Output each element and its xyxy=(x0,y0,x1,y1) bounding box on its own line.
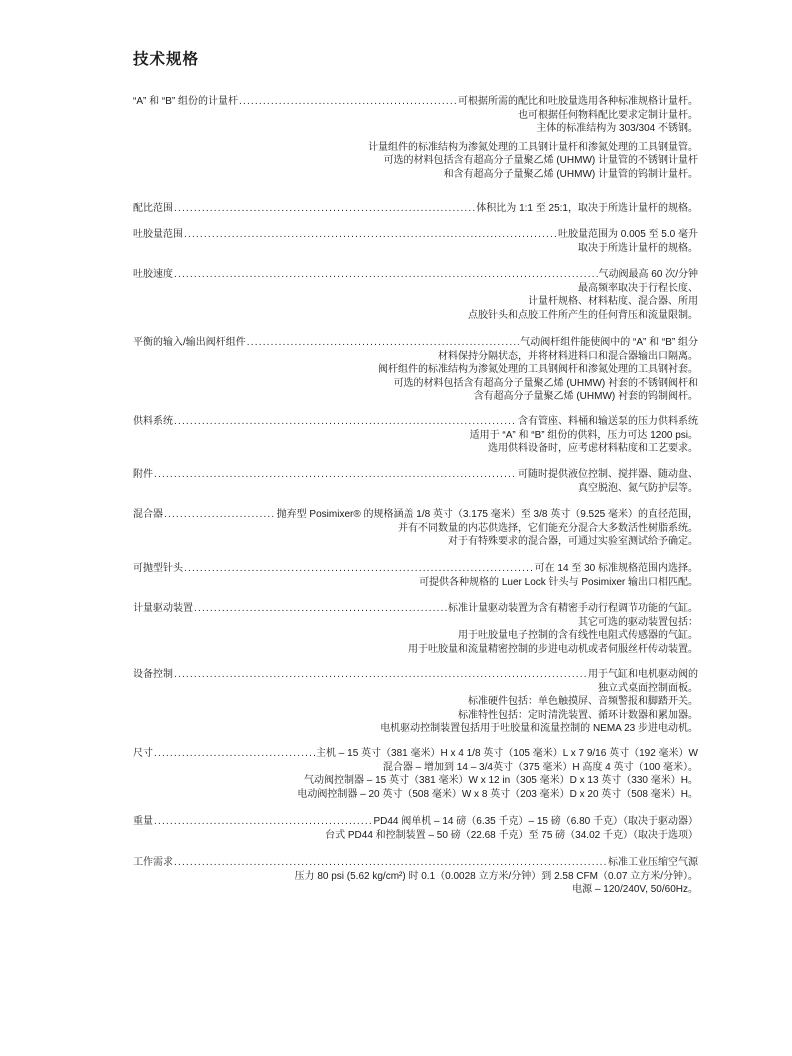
spec-value: 计量杆规格、材料粘度、混合器、所用 xyxy=(528,296,698,308)
spec-weight xyxy=(133,815,698,842)
spec-label: 重量 xyxy=(133,816,153,827)
dot-leader xyxy=(184,228,557,242)
dot-leader xyxy=(174,268,598,282)
spec-value: 选用供料设备时，应考虑材料粘度和工艺要求。 xyxy=(488,443,698,455)
spec-label: 吐胶量范围 xyxy=(133,229,183,240)
spec-value: 气动阀最高 60 次/分钟 xyxy=(598,269,698,280)
spec-label: 设备控制 xyxy=(133,669,173,680)
dot-leader xyxy=(174,415,517,429)
spec-value: 可选的材料包括含有超高分子量聚乙烯 (UHMW) 计量管的不锈钢计量杆 xyxy=(383,155,698,167)
spec-value: 用于气缸和电机驱动阀的 xyxy=(588,669,698,680)
spec-label: 混合器 xyxy=(133,509,163,520)
dot-leader xyxy=(164,508,276,522)
spec-label: 可抛型针头 xyxy=(133,563,183,574)
spec-value: 取决于所选计量杆的规格。 xyxy=(578,242,698,254)
spec-value: 电机驱动控制装置包括用于吐胶量和流量控制的 NEMA 23 步进电动机。 xyxy=(380,723,698,735)
spec-value: 计量组件的标准结构为渗氮处理的工具钢计量杆和渗氮处理的工具钢量管。 xyxy=(368,141,698,153)
spec-value: 台式 PD44 和控制装置 – 50 磅（22.68 千克）至 75 磅（34.02 千克）（取决于选项） xyxy=(325,829,698,841)
spec-label: 供料系统 xyxy=(133,416,173,427)
spec-value: 真空脱泡、氮气防护层等。 xyxy=(578,482,698,494)
spec-accessories xyxy=(133,468,698,495)
spec-value: 用于吐胶量和流量精密控制的步进电动机或者伺服丝杆传动装置。 xyxy=(408,643,698,655)
dot-leader xyxy=(154,815,372,829)
spec-value: 吐胶量范围为 0.005 至 5.0 毫升 xyxy=(557,229,698,240)
spec-value: 和含有超高分子量聚乙烯 (UHMW) 计量管的钨制计量杆。 xyxy=(443,168,698,180)
spec-feed-system xyxy=(133,415,698,456)
spec-value: 可根据所需的配比和吐胶量选用各种标准规格计量杆。 xyxy=(458,96,698,107)
spec-value: 标准工业压缩空气源 xyxy=(608,857,698,868)
spec-value: 抛弃型 Posimixer® 的规格涵盖 1/8 英寸（3.175 毫米）至 3/8 英寸（9.525 毫米）的直径范围， xyxy=(276,509,698,520)
spec-value: 可随时提供液位控制、搅拌器、随动盘、 xyxy=(518,469,698,480)
spec-label: 附件 xyxy=(133,469,153,480)
spec-value: 含有管座、料桶和输送泵的压力供料系统 xyxy=(518,416,698,427)
dot-leader xyxy=(154,747,315,761)
spec-value: 最高频率取决于行程长度、 xyxy=(578,282,698,294)
dot-leader xyxy=(247,336,519,350)
spec-metering-drive xyxy=(133,602,698,656)
spec-label: 吐胶速度 xyxy=(133,269,173,280)
dot-leader xyxy=(184,562,534,576)
spec-label: 配比范围 xyxy=(133,203,173,214)
spec-value: 气动阀杆组件能使阀中的 “A” 和 “B” 组分 xyxy=(520,337,698,348)
dot-leader xyxy=(154,468,517,482)
dot-leader xyxy=(239,95,457,109)
spec-value: 标准特性包括：定时清洗装置、循环计数器和累加器。 xyxy=(458,709,698,721)
spec-value: 独立式桌面控制面板。 xyxy=(598,682,698,694)
spec-value: 对于有特殊要求的混合器，可通过实验室测试给予确定。 xyxy=(448,536,698,548)
spec-dispense-speed xyxy=(133,268,698,322)
spec-value: 体积比为 1:1 至 25:1，取决于所选计量杆的规格。 xyxy=(476,203,698,214)
spec-value: 可在 14 至 30 标准规格范围内选择。 xyxy=(534,563,698,574)
dot-leader xyxy=(174,856,607,870)
spec-value: PD44 阀单机 – 14 磅（6.35 千克）– 15 磅（6.80 千克）（取决于驱动器） xyxy=(373,816,698,827)
spec-value: 并有不同数量的内芯供选择，它们能充分混合大多数活性树脂系统。 xyxy=(398,522,698,534)
spec-value: 混合器 – 增加到 14 – 3/4英寸（375 毫米）H 高度 4 英寸（100 毫米）。 xyxy=(382,761,698,773)
spec-value: 标准硬件包括：单色触摸屏、音频警报和脚踏开关。 xyxy=(468,696,698,708)
spec-label: 工作需求 xyxy=(133,857,173,868)
spec-label: “A” 和 “B” 组份的计量杆 xyxy=(133,96,238,107)
spec-dimensions xyxy=(133,747,698,801)
dot-leader xyxy=(174,668,587,682)
dot-leader xyxy=(174,202,475,216)
spec-ratio-range xyxy=(133,202,698,216)
spec-value: 电动阀控制器 – 20 英寸（508 毫米）W x 8 英寸（203 毫米）D x 20 英寸（508 毫米）H。 xyxy=(297,788,698,800)
spec-label: 平衡的输入/输出阀杆组件 xyxy=(133,337,246,348)
spec-operating-requirements xyxy=(133,856,698,897)
spec-value: 主体的标准结构为 303/304 不锈钢。 xyxy=(536,123,698,135)
spec-value: 压力 80 psi (5.62 kg/cm²) 时 0.1（0.0028 立方米/分钟）到 2.58 CFM（0.07 立方米/分钟）。 xyxy=(294,870,698,882)
spec-shot-range xyxy=(133,228,698,255)
spec-value: 用于吐胶量电子控制的含有线性电阻式传感器的气缸。 xyxy=(458,630,698,642)
spec-value: 气动阀控制器 – 15 英寸（381 毫米）W x 12 in（305 毫米）D x 13 英寸（330 毫米）H。 xyxy=(304,775,698,787)
spec-value: 主机 – 15 英寸（381 毫米）H x 4 1/8 英寸（105 毫米）L x 7 9/16 英寸（192 毫米）W xyxy=(316,748,698,759)
spec-balanced-stem xyxy=(133,336,698,404)
spec-value: 阀杆组件的标准结构为渗氮处理的工具钢阀杆和渗氮处理的工具钢衬套。 xyxy=(378,364,698,376)
spec-value: 可提供各种规格的 Luer Lock 针头与 Posimixer 输出口相匹配。 xyxy=(419,576,698,588)
spec-metering-rods xyxy=(133,95,698,182)
spec-value: 标准计量驱动装置为含有精密手动行程调节功能的气缸。 xyxy=(448,603,698,614)
spec-label: 尺寸 xyxy=(133,748,153,759)
spec-disposable-tips xyxy=(133,562,698,589)
dot-leader xyxy=(194,602,447,616)
spec-value: 其它可选的驱动装置包括： xyxy=(578,616,698,628)
spec-value: 含有超高分子量聚乙烯 (UHMW) 衬套的钨制阀杆。 xyxy=(473,391,698,403)
spec-value: 适用于 “A” 和 “B” 组份的供料，压力可达 1200 psi。 xyxy=(469,429,698,441)
spec-value: 电源 – 120/240V, 50/60Hz。 xyxy=(572,884,698,896)
spec-equipment-control xyxy=(133,668,698,736)
spec-mixer xyxy=(133,508,698,549)
page-title: 技术规格 xyxy=(133,51,200,68)
spec-value: 也可根据任何物料配比要求定制计量杆。 xyxy=(518,109,698,121)
spec-value: 材料保持分隔状态，并将材料进料口和混合器输出口隔离。 xyxy=(438,350,698,362)
spec-value: 可选的材料包括含有超高分子量聚乙烯 (UHMW) 衬套的不锈钢阀杆和 xyxy=(393,377,698,389)
spec-value: 点胶针头和点胶工件所产生的任何背压和流量限制。 xyxy=(468,309,698,321)
spec-label: 计量驱动装置 xyxy=(133,603,193,614)
